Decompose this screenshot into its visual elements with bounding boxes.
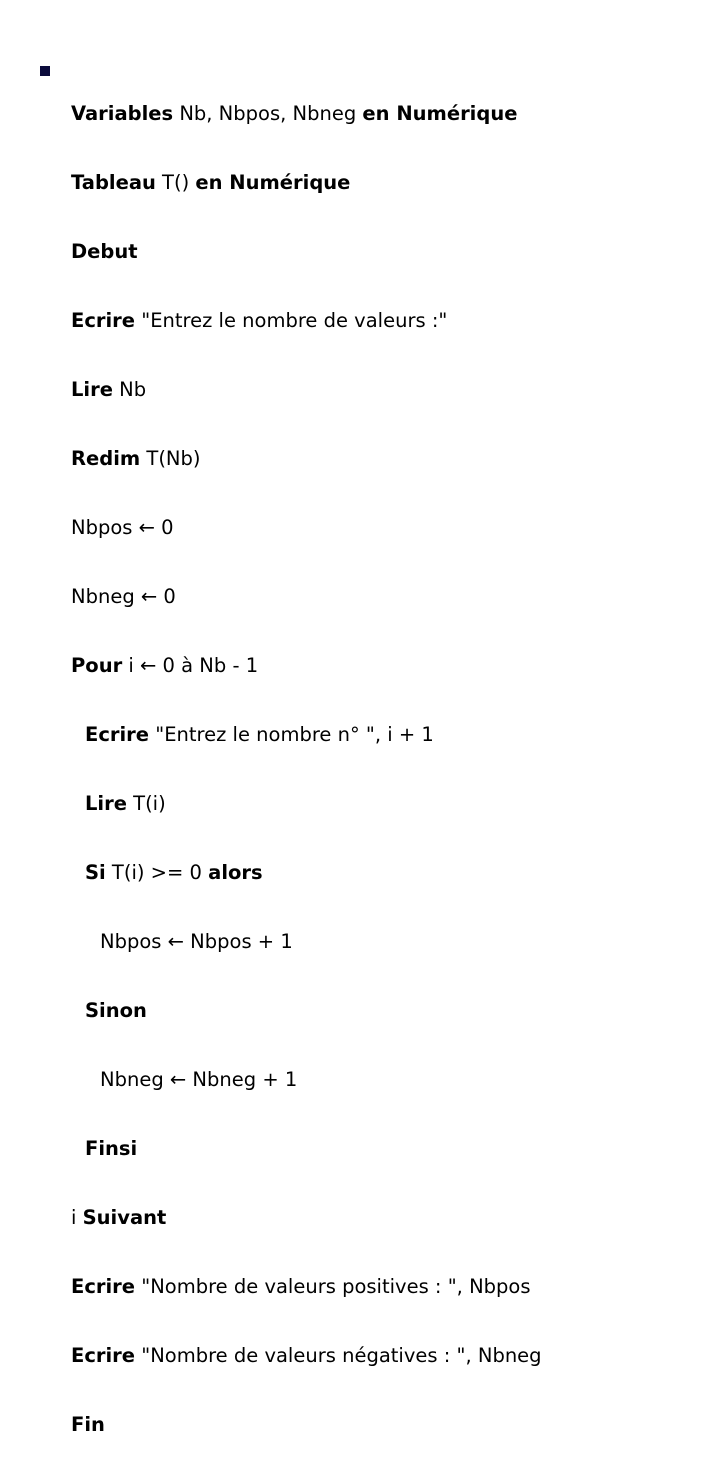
code-line-7: Nbpos ← 0: [71, 516, 174, 539]
code-line-8: Nbneg ← 0: [71, 585, 176, 608]
bullet-square-icon: [40, 66, 50, 76]
code-line-20: Fin: [71, 1413, 105, 1436]
code-line-13: Nbpos ← Nbpos + 1: [100, 930, 293, 953]
code-line-18: Ecrire "Nombre de valeurs positives : ", Nbpos: [71, 1275, 531, 1298]
code-line-3: Debut: [71, 240, 138, 263]
code-line-10: Ecrire "Entrez le nombre n° ", i + 1: [85, 723, 434, 746]
code-line-4: Ecrire "Entrez le nombre de valeurs :": [71, 309, 448, 332]
code-line-12: Si T(i) >= 0 alors: [85, 861, 263, 884]
pseudocode-block: [71, 56, 701, 1482]
code-line-5: Lire Nb: [71, 378, 147, 401]
code-line-15: Nbneg ← Nbneg + 1: [100, 1068, 298, 1091]
code-line-16: Finsi: [85, 1137, 138, 1160]
code-line-17: i Suivant: [71, 1206, 167, 1229]
code-line-14: Sinon: [85, 999, 147, 1022]
code-line-19: Ecrire "Nombre de valeurs négatives : ", Nbneg: [71, 1344, 542, 1367]
code-line-11: Lire T(i): [85, 792, 166, 815]
code-line-2: Tableau T() en Numérique: [71, 171, 351, 194]
code-line-9: Pour i ← 0 à Nb - 1: [71, 654, 259, 677]
code-line-1: Variables Nb, Nbpos, Nbneg en Numérique: [71, 102, 518, 125]
code-line-6: Redim T(Nb): [71, 447, 201, 470]
